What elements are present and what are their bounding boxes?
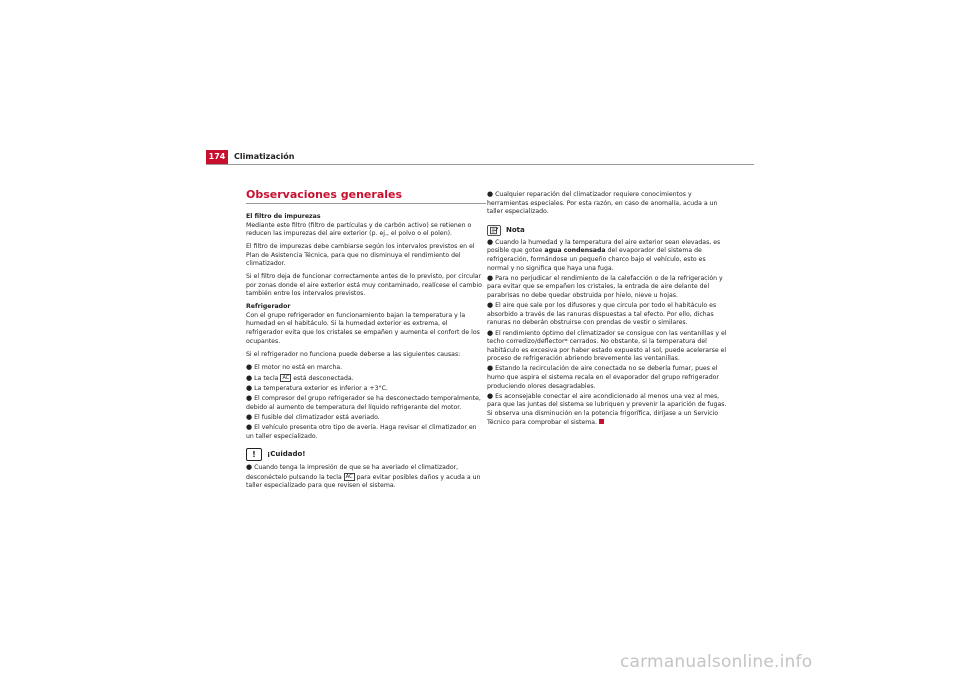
filter-paragraph-3: Si el filtro deja de funcionar correctamente antes de lo previsto, por circular por zonas donde el aire exterior está muy contaminado, realícese el cambio también entre los intervalos previstos. <box>246 273 482 298</box>
refrigerator-paragraph-2: Si el refrigerador no funciona puede deberse a las siguientes causas: <box>246 350 461 358</box>
list-item-text: El fusible del climatizador está averiado. <box>254 413 380 421</box>
bullet-icon: ● <box>246 412 253 421</box>
list-item-text: Cualquier reparación del climatizador requiere conocimientos y herramientas especiales. Por esta razón, en caso de anomalía, acuda a un taller especializado. <box>487 191 718 216</box>
list-item-text: El rendimiento óptimo del climatizador se consigue con las ventanillas y el techo corredizo/deflector* cerrados. No obstante, si la temperatura del habitáculo es excesiva por haber estado expuesto al sol, puede acelerarse el proceso de refrigeración abriendo brevemente las ventanillas. <box>487 329 727 363</box>
list-item-text: Cuando tenga la impresión de que se ha averiado el climatizador, desconéctelo pulsando la tecla <box>246 464 459 481</box>
note-icon <box>487 225 501 236</box>
bullet-icon: ● <box>246 383 253 392</box>
filter-paragraph-1: Mediante este filtro (filtro de partículas y de carbón activo) se retienen o reducen las impurezas del aire exterior (p. ej., el polvo o el polen). <box>246 221 472 238</box>
list-item-text: Para no perjudicar el rendimiento de la calefacción o de la refrigeración y para evitar que se empañen los cristales, la entrada de aire delante del parabrisas no debe quedar obstruida por hielo, nieve u hojas. <box>487 274 723 299</box>
list-item-text: para evitar posibles daños y acuda a un taller especializado para que revisen el sistema. <box>246 473 481 490</box>
list-item-text: La temperatura exterior es inferior a +3°C. <box>254 384 388 392</box>
bullet-icon: ● <box>487 237 494 246</box>
note-title: Nota <box>506 225 525 234</box>
ac-key-label: AC <box>282 374 290 381</box>
bullet-icon: ● <box>246 393 253 402</box>
list-item <box>487 364 727 391</box>
list-item-text: del evaporador del sistema de refrigeración, formándose un pequeño charco bajo el vehículo, esto es normal y no significa que haya una fuga. <box>487 247 706 272</box>
list-item <box>246 363 486 373</box>
list-item <box>246 423 486 441</box>
bullet-icon: ● <box>487 190 494 198</box>
bullet-icon: ● <box>487 301 494 310</box>
list-item <box>487 274 727 301</box>
ac-key-label: AC <box>345 473 353 480</box>
list-item <box>487 238 727 273</box>
bullet-icon: ● <box>246 463 253 472</box>
bullet-icon: ● <box>246 373 253 382</box>
list-item <box>487 190 727 217</box>
page-number: 174 <box>206 150 228 164</box>
bold-term: agua condensada <box>544 247 606 255</box>
bullet-icon: ● <box>487 273 494 282</box>
list-item-text: El aire que sale por los difusores y que circula por todo el habitáculo es absorbido a través de las ranuras dispuestas a tal efecto. Por ello, dichas ranuras no deberán obstruirse con prendas de vestir o similares. <box>487 302 717 327</box>
section-title: Observaciones generales <box>246 188 403 201</box>
chapter-title: Climatización <box>234 152 295 161</box>
list-item-text: Estando la recirculación de aire conectada no se debería fumar, pues el humo que aspira el sistema recala en el evaporador del grupo refrigerador produciendo olores desagradables. <box>487 365 719 390</box>
filter-paragraph-2: El filtro de impurezas debe cambiarse según los intervalos previstos en el Plan de Asistencia Técnica, para que no disminuya el rendimiento del climatizador. <box>246 243 475 268</box>
list-item-text: Cuando la humedad y la temperatura del aire exterior sean elevadas, es posible que gotee <box>487 238 721 255</box>
list-item <box>246 374 486 384</box>
warning-icon: ! <box>246 448 262 461</box>
list-item-text: El motor no está en marcha. <box>254 364 343 372</box>
list-item <box>487 392 727 427</box>
list-item <box>246 394 486 412</box>
filter-heading: El filtro de impurezas <box>246 213 321 220</box>
bullet-icon: ● <box>487 328 494 337</box>
bullet-icon: ● <box>487 364 494 373</box>
section-end-icon <box>599 419 604 424</box>
refrigerator-paragraph-1: Con el grupo refrigerador en funcionamiento bajan la temperatura y la humedad en el habitáculo. Si la humedad exterior es extrema, el refrigerador evita que los cristales se empañen y aumenta el confort de los ocupantes. <box>246 311 480 345</box>
list-item <box>246 384 486 394</box>
list-item-text: El vehículo presenta otro tipo de avería. Haga revisar el climatizador en un taller especializado. <box>246 423 477 440</box>
caution-notice <box>246 448 486 491</box>
bullet-icon: ● <box>246 422 253 431</box>
list-item <box>487 329 727 364</box>
list-item-text: La tecla <box>254 374 279 382</box>
watermark: carmanualsonline.info <box>620 652 813 672</box>
list-item <box>246 413 486 423</box>
bullet-icon: ● <box>246 363 253 372</box>
bullet-icon: ● <box>487 391 494 400</box>
note-notice <box>487 225 727 427</box>
title-divider <box>246 203 486 204</box>
list-item-text: El compresor del grupo refrigerador se ha desconectado temporalmente, debido al aumento de temperatura del líquido refrigerante del motor. <box>246 394 481 411</box>
right-column <box>487 190 727 428</box>
header-divider <box>206 164 754 165</box>
list-item-text: está desconectada. <box>293 374 354 382</box>
refrigerator-heading: Refrigerador <box>246 303 291 311</box>
list-item-text: Es aconsejable conectar el aire acondicionado al menos una vez al mes, para que las juntas del sistema se lubriquen y prevenir la aparición de fugas. Si observa una disminución en la potencia frigorífica, diríjase a un Servicio Técnico para comprobar el sistema. <box>487 392 727 426</box>
left-column <box>246 188 486 491</box>
caution-title: ¡Cuidado! <box>267 450 306 459</box>
list-item <box>487 301 727 328</box>
list-item <box>246 463 486 491</box>
